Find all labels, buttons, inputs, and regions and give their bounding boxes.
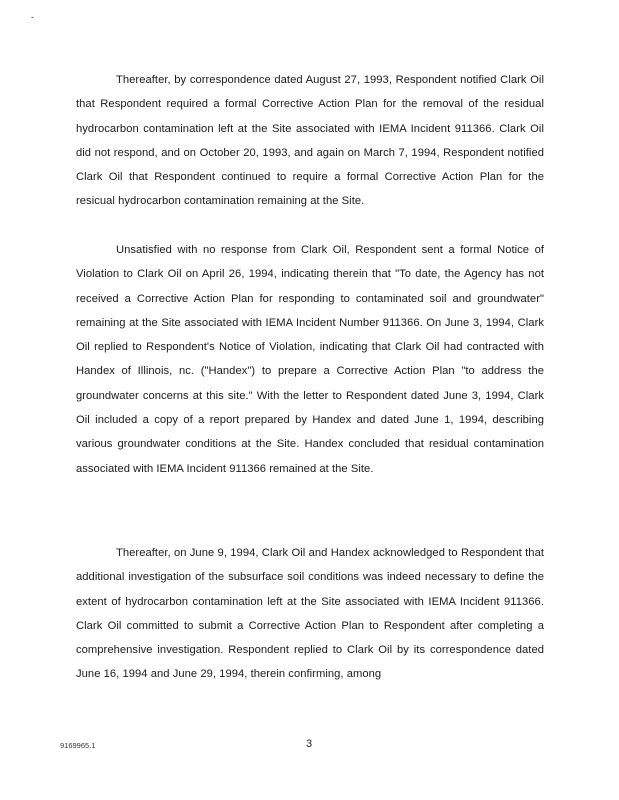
corner-mark: - bbox=[31, 12, 34, 22]
paragraph-1: Thereafter, by correspondence dated August 27, 1993, Respondent notified Clark Oil that Respondent required a formal Corrective Action Plan for the removal of the residual hydrocarbon contamination left at the Site associated with IEMA Incident 911366. Clark Oil did not respond, and on October 20, 1993, and again on March 7, 1994, Respondent notified Clark Oil that Respondent continued to require a formal Corrective Action Plan for the resicual hydrocarbon contamination remaining at the Site. bbox=[76, 74, 544, 208]
page-number: 3 bbox=[306, 738, 313, 750]
paragraph-3: Thereafter, on June 9, 1994, Clark Oil and Handex acknowledged to Respondent that additional investigation of the subsurface soil conditions was indeed necessary to define the extent of hydrocarbon contamination left at the Site associated with IEMA Incident 911366. Clark Oil committed to submit a Corrective Action Plan to Respondent after completing a comprehensive investigation. Respondent replied to Clark Oil by its correspondence dated June 16, 1994 and June 29, 1994, therein confirming, among bbox=[76, 547, 544, 681]
document-id: 9169965.1 bbox=[60, 741, 96, 750]
paragraph-2: Unsatisfied with no response from Clark Oil, Respondent sent a formal Notice of Violation to Clark Oil on April 26, 1994, indicating therein that "To date, the Agency has not received a Corrective Action Plan for responding to contaminated soil and groundwater" remaining at the Site associated with IEMA Incident Number 911366. On June 3, 1994, Clark Oil replied to Respondent's Notice of Violation, indicating that Clark Oil had contracted with Handex of Illinois, nc. ("Handex") to prepare a Corrective Action Plan "to address the groundwater concerns at this site." With the letter to Respondent dated June 3, 1994, Clark Oil included a copy of a report prepared by Handex and dated June 1, 1994, describing various groundwater conditions at the Site. Handex concluded that residual contamination associated with IEMA Incident 911366 remained at the Site. bbox=[76, 244, 544, 475]
